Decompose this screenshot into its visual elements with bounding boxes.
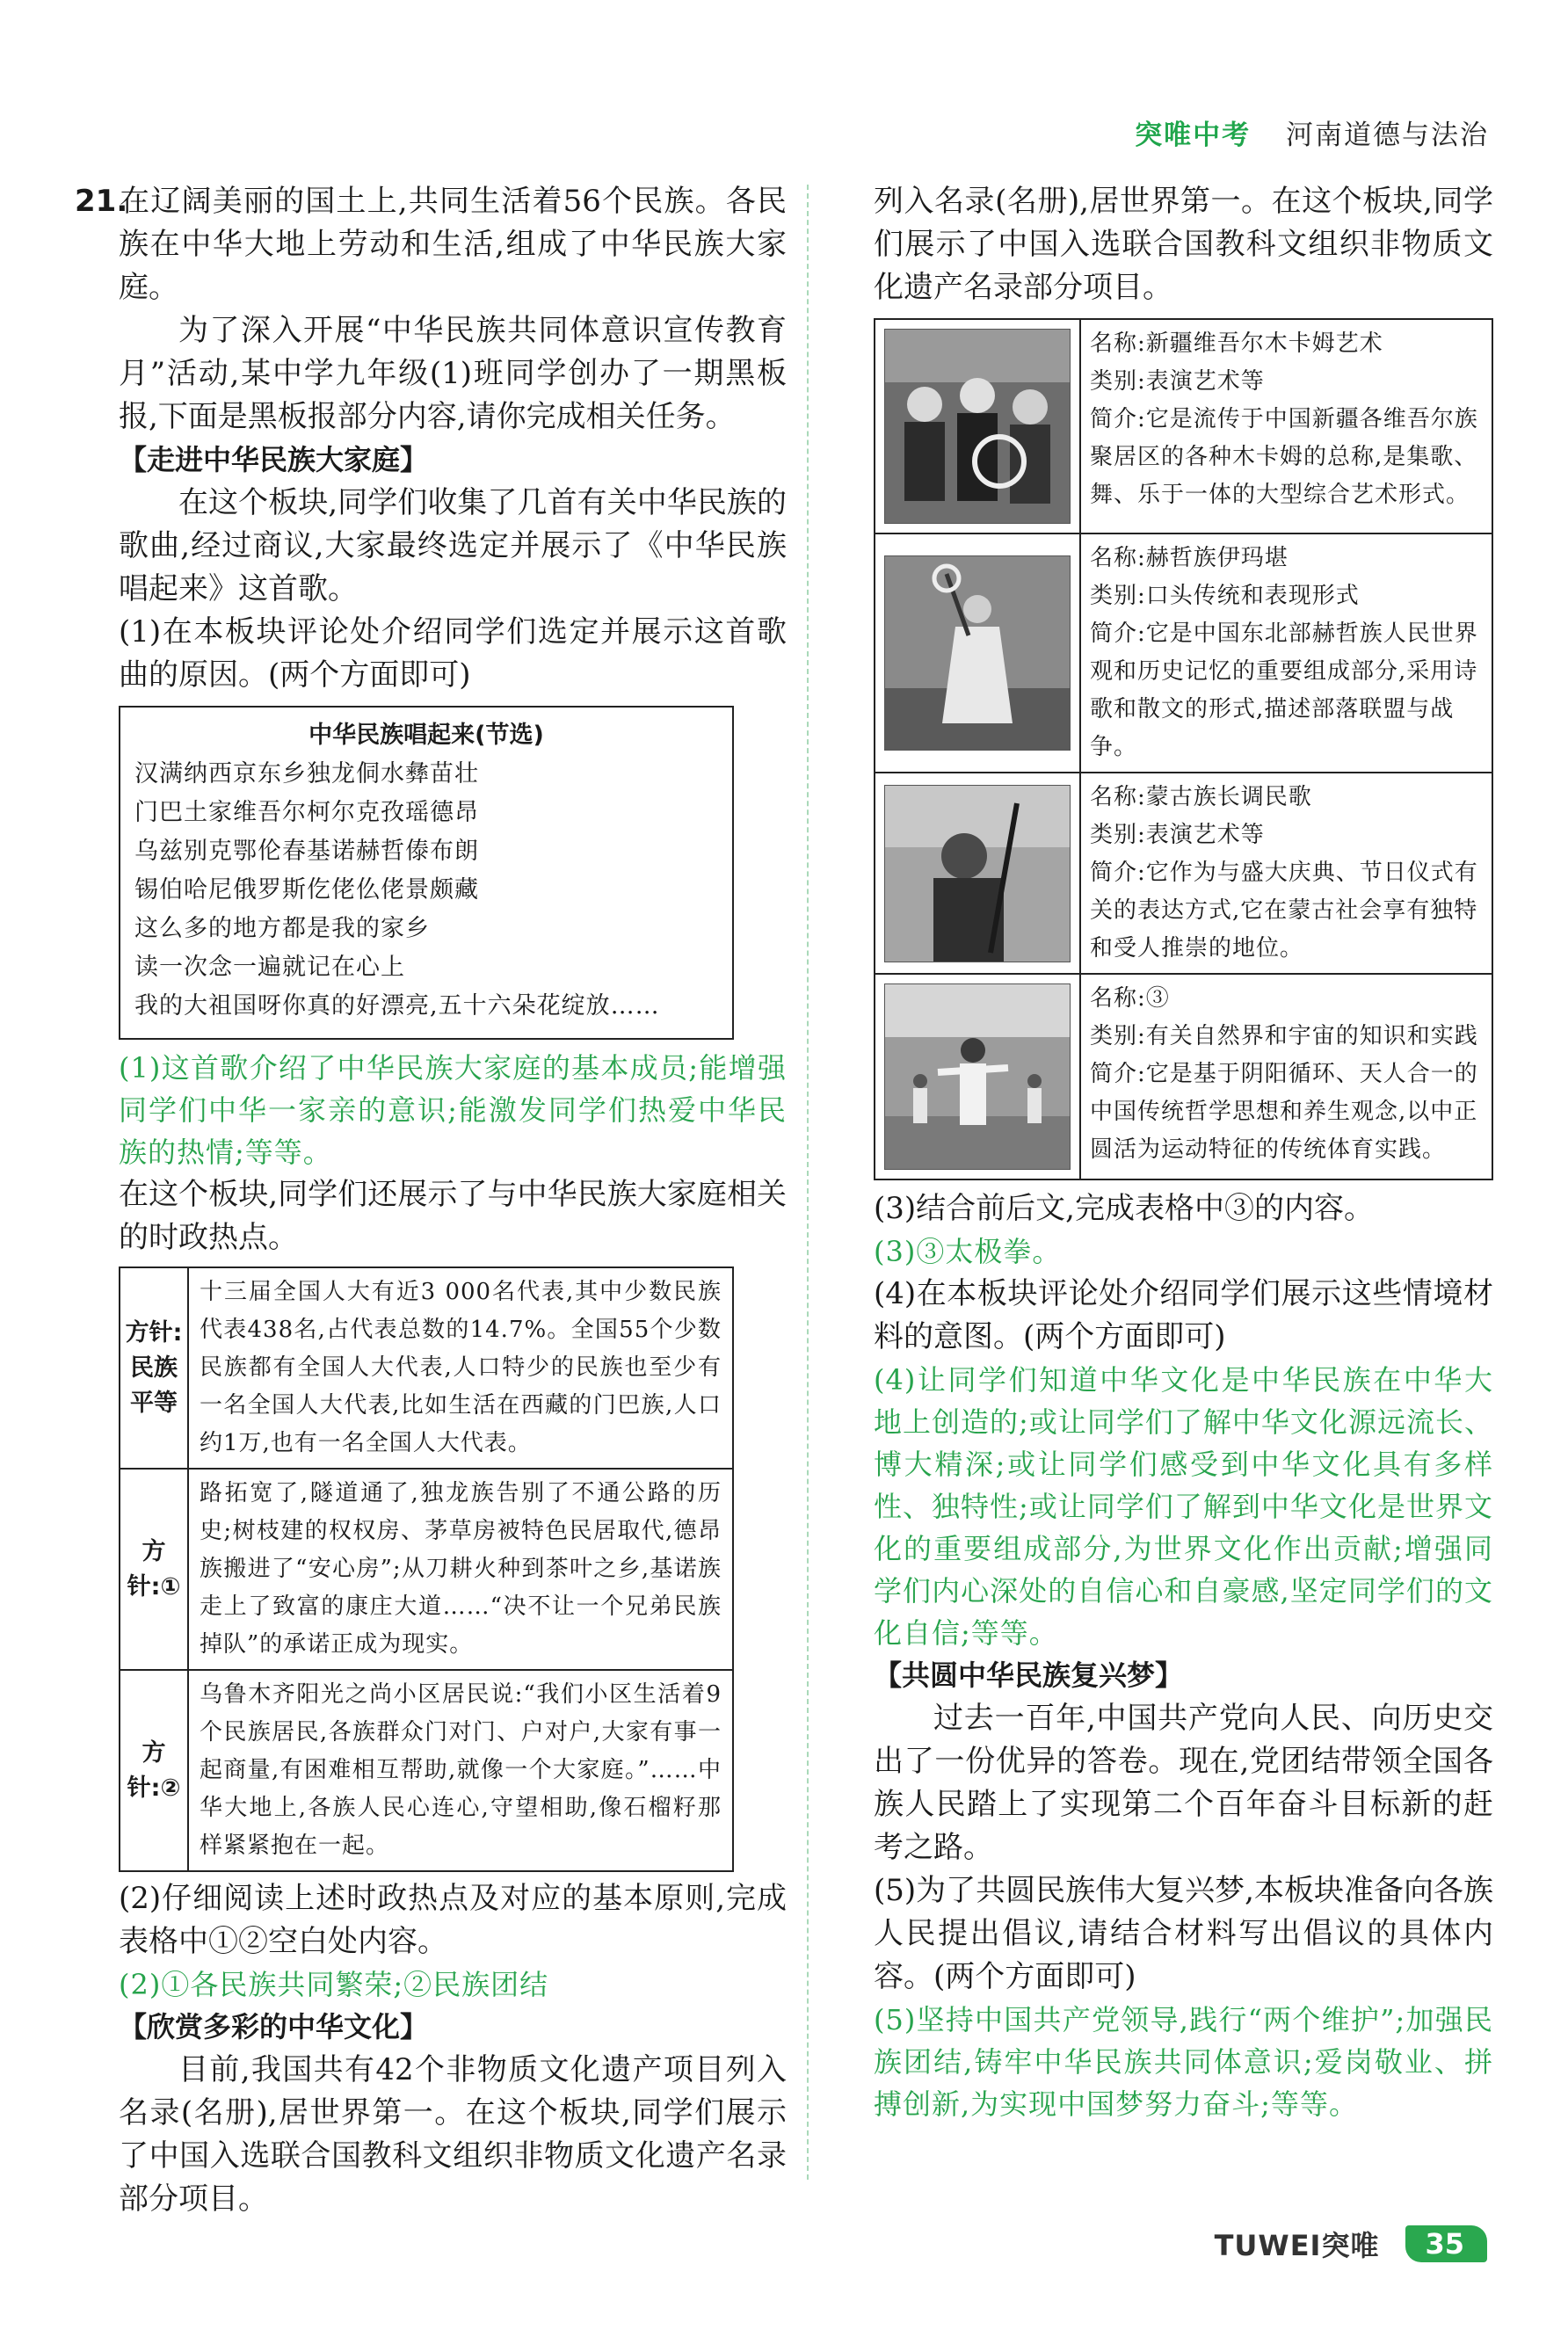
policy-table [119,1266,734,1872]
lyrics-line: 汉满纳西京东乡独龙侗水彝苗壮 [134,760,479,787]
section1-text: 在这个板块,同学们收集了几首有关中华民族的歌曲,经过商议,大家最终选定并展示了《中华民族唱起来》这首歌。 [119,485,787,606]
heritage-photo-cell [875,974,1080,1179]
heritage-name: 名称:赫哲族伊玛堪 [1090,545,1289,571]
sub-question-5: (5)为了共圆民族伟大复兴梦,本板块准备向各族人民提出倡议,请结合材料写出倡议的具体内容。(两个方面即可) [874,1873,1493,1994]
muqam-photo [884,329,1071,524]
policy-content: 乌鲁木齐阳光之尚小区居民说:“我们小区生活着9个民族居民,各族群众门对门、户对户,大家有事一起商量,有困难相互帮助,就像一个大家庭。”……中华大地上,各族人民心连心,守望相助,像石榴籽那样紧紧抱在一起。 [188,1670,733,1871]
section3-text: 过去一百年,中国共产党向人民、向历史交出了一份优异的答卷。现在,党团结带领全国各族人民踏上了实现第二个百年奋斗目标新的赶考之路。 [874,1701,1493,1865]
sub-question-4: (4)在本板块评论处介绍同学们展示这些情境材料的意图。(两个方面即可) [874,1276,1493,1354]
heritage-photo-cell [875,773,1080,974]
table-row [120,1267,733,1469]
page-footer [1215,2224,1487,2264]
lyrics-line: 读一次念一遍就记在心上 [134,954,405,981]
section1-text2: 在这个板块,同学们还展示了与中华民族大家庭相关的时政热点。 [119,1177,787,1255]
sub-question-2: (2)仔细阅读上述时政热点及对应的基本原则,完成表格中①②空白处内容。 [119,1881,787,1959]
heritage-info [1080,974,1492,1179]
page-header [1135,112,1489,152]
heritage-table [874,318,1493,1180]
lyrics-line: 这么多的地方都是我的家乡 [134,915,430,942]
heritage-name: 名称:③ [1090,985,1170,1012]
question-number: 21. [75,184,128,219]
heritage-category: 类别:口头传统和表现形式 [1090,583,1360,609]
column-divider [807,185,809,2180]
answer-5: (5)坚持中国共产党领导,践行“两个维护”;加强民族团结,铸牢中华民族共同体意识;爱岗敬业、拼搏创新,为实现中国梦努力奋斗;等等。 [874,2003,1493,2121]
lyrics-title: 中华民族唱起来(节选) [309,722,544,749]
heritage-category: 类别:有关自然界和宇宙的知识和实践 [1090,1023,1478,1049]
sub-question-1: (1)在本板块评论处介绍同学们选定并展示这首歌曲的原因。(两个方面即可) [119,614,787,693]
heritage-photo-cell [875,319,1080,533]
heritage-photo-cell [875,533,1080,773]
heritage-name: 名称:蒙古族长调民歌 [1090,784,1312,810]
answer-2: (2)①各民族共同繁荣;②民族团结 [119,1968,549,2001]
sub-question-3: (3)结合前后文,完成表格中③的内容。 [874,1191,1374,1226]
section-title-family: 【走进中华民族大家庭】 [119,443,429,476]
heritage-intro: 简介:它作为与盛大庆典、节日仪式有关的表达方式,它在蒙古社会享有独特和受人推崇的地位。 [1090,860,1478,962]
answer-1: (1)这首歌介绍了中华民族大家庭的基本成员;能增强同学们中华一家亲的意识;能激发同学们热爱中华民族的热情;等等。 [119,1051,787,1169]
lyrics-line: 锡伯哈尼俄罗斯仡佬仫佬景颇藏 [134,876,479,904]
section2-text-cont: 列入名录(名册),居世界第一。在这个板块,同学们展示了中国入选联合国教科文组织非物质文化遗产名录部分项目。 [874,184,1493,305]
lyrics-line: 乌兹别克鄂伦春基诺赫哲傣布朗 [134,838,479,865]
policy-label: 方针:民族平等 [120,1267,188,1469]
lyrics-box [119,706,734,1040]
policy-content: 路拓宽了,隧道通了,独龙族告别了不通公路的历史;树枝建的权权房、茅草房被特色民居取代,德昂族搬进了“安心房”;从刀耕火种到茶叶之乡,基诺族走上了致富的康庄大道……“决不让一个兄弟民族掉队”的承诺正成为现实。 [188,1469,733,1670]
policy-label: 方针:② [120,1670,188,1871]
footer-brand: TUWEI突唯 [1214,2229,1380,2262]
table-row [875,773,1492,974]
question-task: 为了深入开展“中华民族共同体意识宣传教育月”活动,某中学九年级(1)班同学创办了一期黑板报,下面是黑板报部分内容,请你完成相关任务。 [119,313,787,434]
page-number: 35 [1405,2225,1487,2262]
table-row [120,1670,733,1871]
heritage-intro: 简介:它是基于阴阳循环、天人合一的中国传统哲学思想和养生观念,以中正圆活为运动特征的传统体育实践。 [1090,1061,1478,1163]
answer-4: (4)让同学们知道中华文化是中华民族在中华大地上创造的;或让同学们了解中华文化源远流长、博大精深;或让同学们感受到中华文化具有多样性、独特性;或让同学们了解到中华文化是世界文化的重要组成部分,为世界文化作出贡献;增强同学们内心深处的自信心和自豪感,坚定同学们的文化自信;等等。 [874,1363,1493,1650]
heritage-intro: 简介:它是流传于中国新疆各维吾尔族聚居区的各种木卡姆的总称,是集歌、舞、乐于一体的大型综合艺术形式。 [1090,406,1478,508]
section2-text: 目前,我国共有42个非物质文化遗产项目列入名录(名册),居世界第一。在这个板块,同学们展示了中国入选联合国教科文组织非物质文化遗产名录部分项目。 [119,2052,787,2217]
left-column [75,180,787,2217]
answer-3: (3)③太极拳。 [874,1235,1062,1268]
imakan-photo [884,555,1071,751]
section-title-dream: 【共圆中华民族复兴梦】 [874,1658,1184,1692]
question-intro: 21.在辽阔美丽的国土上,共同生活着56个民族。各民族在中华大地上劳动和生活,组成了中华民族大家庭。 [119,180,787,309]
header-brand: 突唯中考 [1135,120,1252,151]
table-row [875,533,1492,773]
heritage-name: 名称:新疆维吾尔木卡姆艺术 [1090,330,1383,357]
table-row [875,319,1492,533]
heritage-category: 类别:表演艺术等 [1090,368,1265,395]
header-subject: 河南道德与法治 [1286,120,1489,151]
table-row [120,1469,733,1670]
policy-content: 十三届全国人大有近3 000名代表,其中少数民族代表438名,占代表总数的14.7%。全国55个少数民族都有全国人大代表,人口特少的民族也至少有一名全国人大代表,比如生活在西藏的门巴族,人口约1万,也有一名全国人大代表。 [188,1267,733,1469]
heritage-info [1080,533,1492,773]
lyrics-line: 我的大祖国呀你真的好漂亮,五十六朵花绽放…… [134,992,660,1020]
taiji-photo [884,983,1071,1170]
table-row [875,974,1492,1179]
heritage-category: 类别:表演艺术等 [1090,822,1265,848]
section-title-culture: 【欣赏多彩的中华文化】 [119,2010,429,2043]
policy-label: 方针:① [120,1469,188,1670]
lyrics-line: 门巴土家维吾尔柯尔克孜瑶德昂 [134,799,479,826]
heritage-info [1080,773,1492,974]
heritage-info [1080,319,1492,533]
heritage-intro: 简介:它是中国东北部赫哲族人民世界观和历史记忆的重要组成部分,采用诗歌和散文的形式,描述部落联盟与战争。 [1090,621,1478,760]
right-column [874,180,1493,2125]
urtiin-photo [884,785,1071,962]
